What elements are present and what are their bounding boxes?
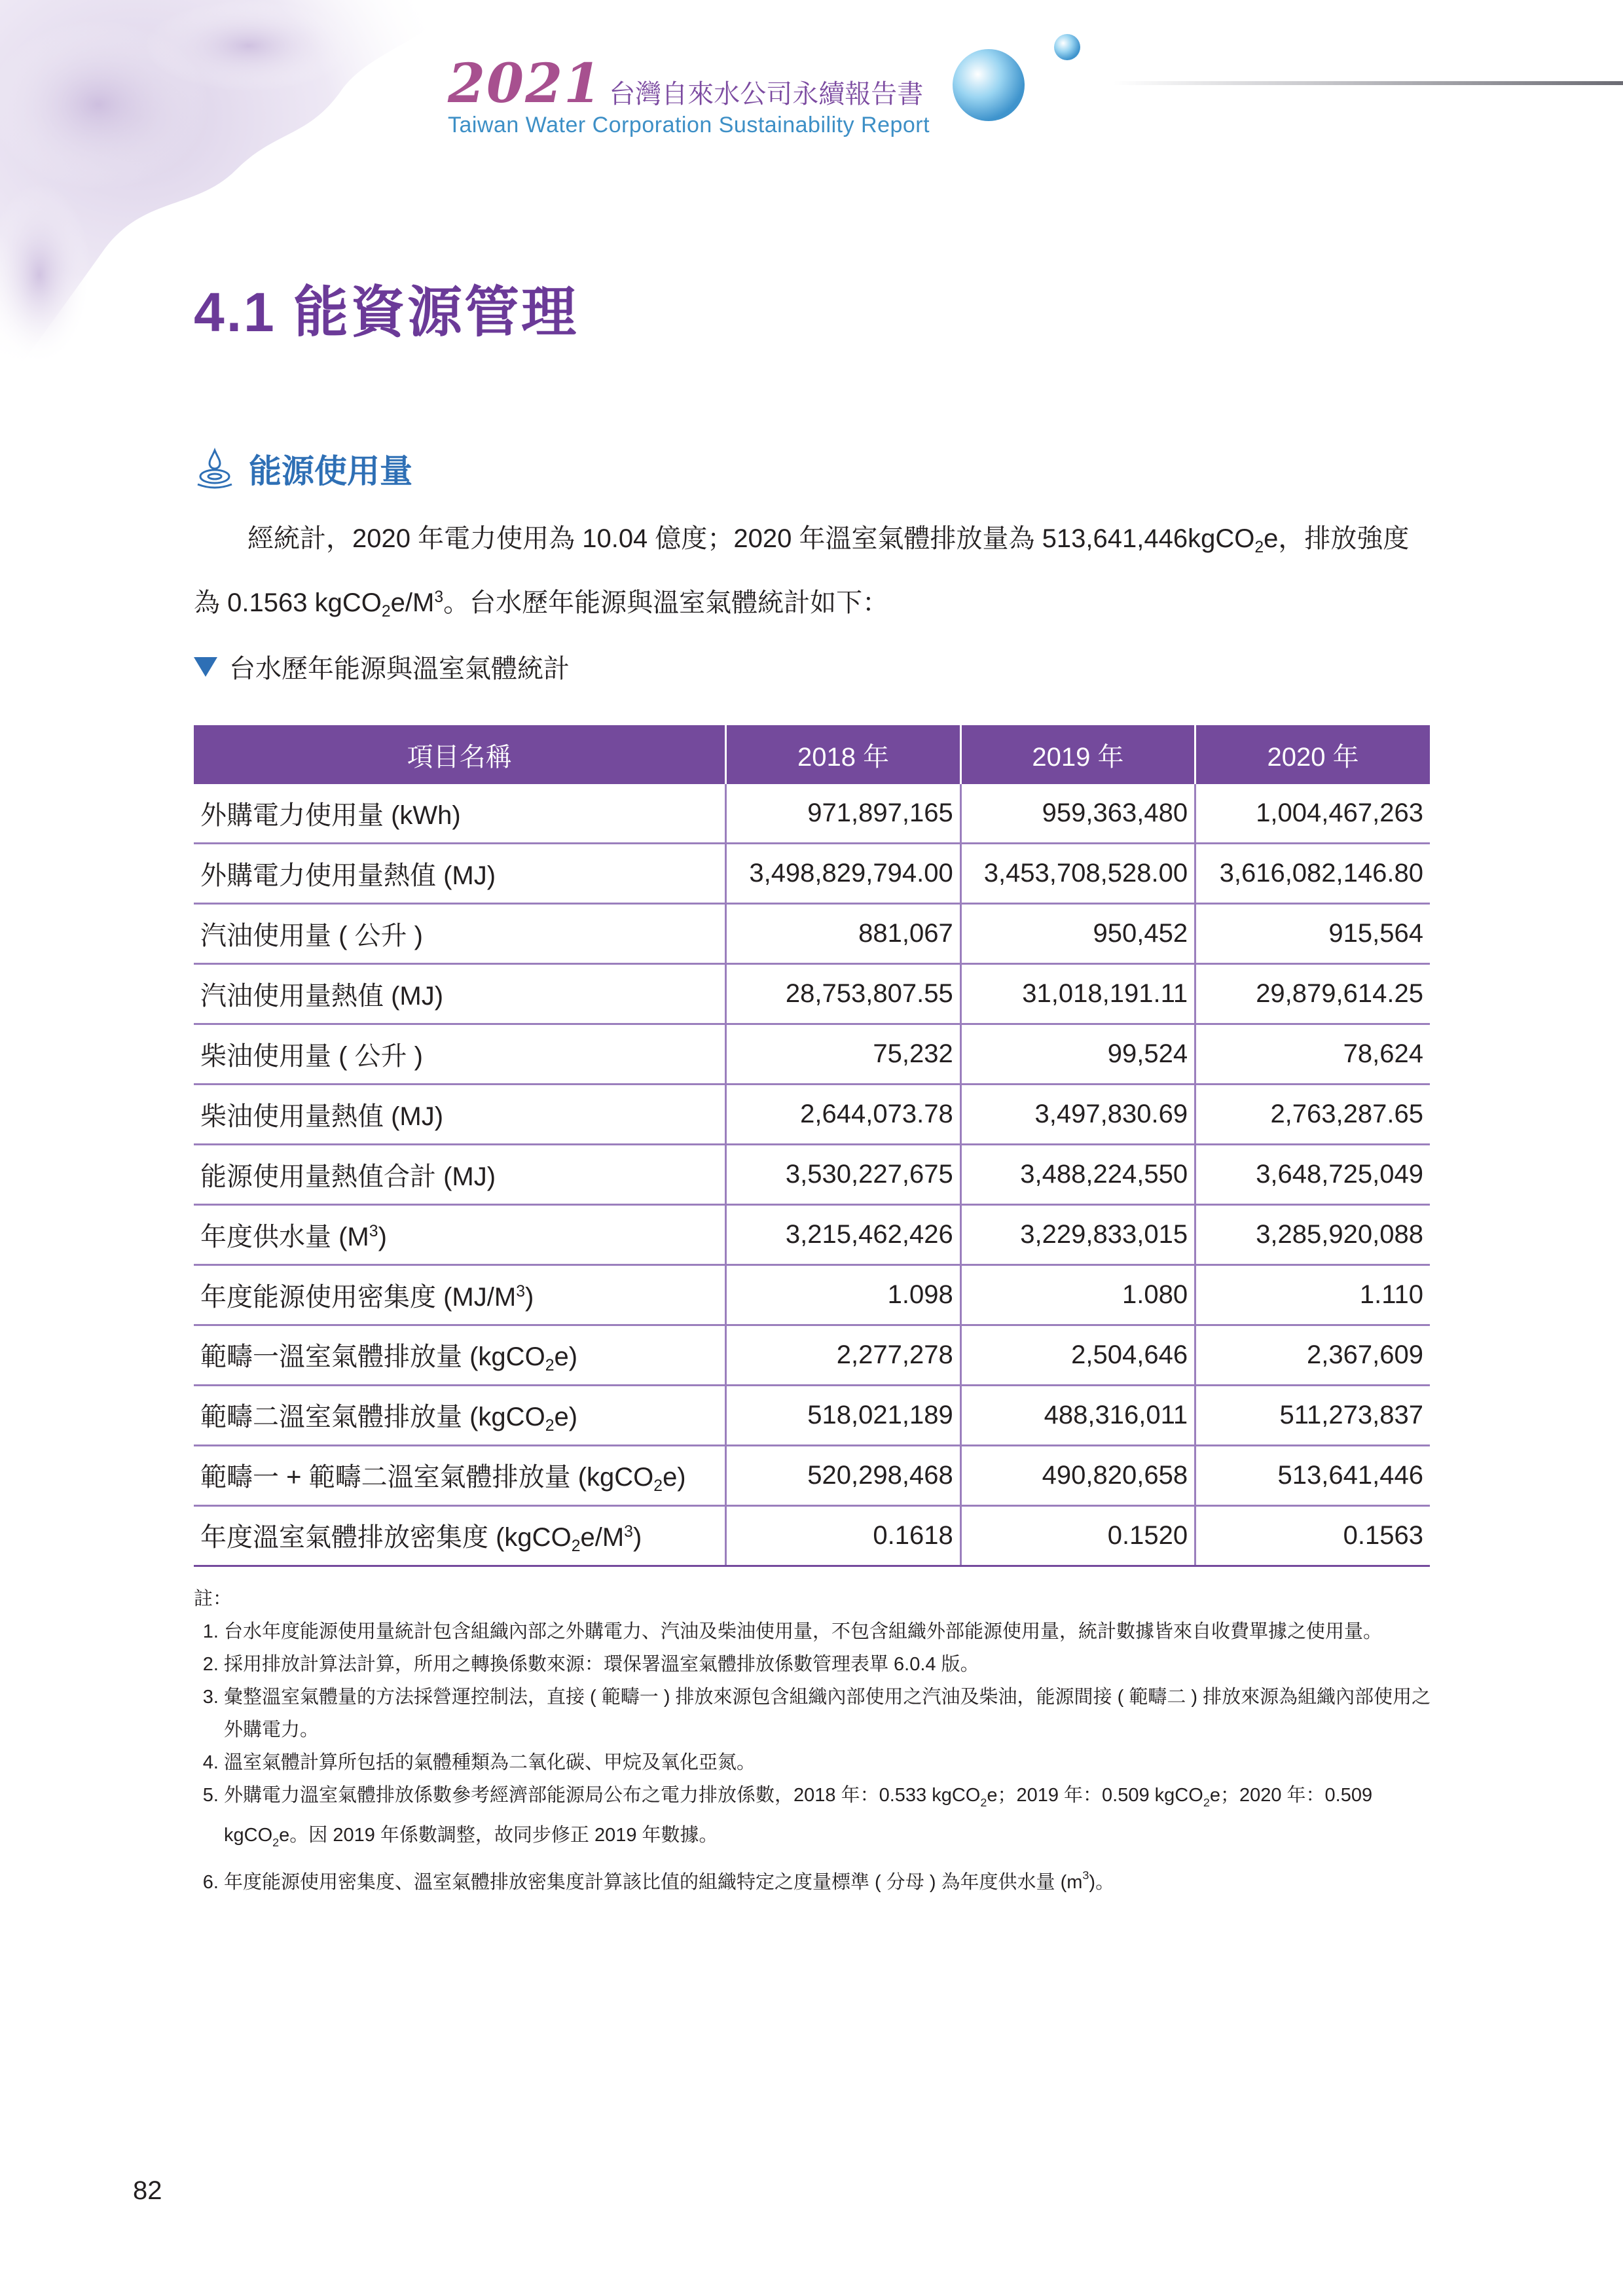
intro-text-2: e，排放強度為 0.1563 kgCO xyxy=(194,524,1410,617)
row-label-sub: 2 xyxy=(545,1416,555,1435)
cell-2018: 518,021,189 xyxy=(726,1386,960,1446)
intro-paragraph xyxy=(194,514,1431,637)
triangle-down-icon xyxy=(194,657,217,677)
row-label: 汽油使用量 ( 公升 ) xyxy=(194,904,726,964)
table-row xyxy=(194,964,1430,1024)
cell-2018: 971,897,165 xyxy=(726,784,960,844)
table-row xyxy=(194,1446,1430,1506)
notes-label: 註： xyxy=(194,1588,232,1609)
row-label-text: 年度供水量 (M xyxy=(200,1223,369,1251)
cell-2019: 0.1520 xyxy=(960,1506,1195,1566)
row-label xyxy=(194,1325,726,1386)
intro-text-4: 。台水歷年能源與溫室氣體統計如下： xyxy=(443,588,889,617)
cell-2019: 99,524 xyxy=(960,1024,1195,1085)
cell-2018: 520,298,468 xyxy=(726,1446,960,1506)
table-row xyxy=(194,1085,1430,1145)
table-row xyxy=(194,844,1430,904)
watercolor-decoration xyxy=(0,0,498,419)
row-label-text: ) xyxy=(378,1223,387,1251)
note-item xyxy=(224,1859,1438,1899)
note-text: e；2020 年：0.509 kgCO xyxy=(224,1785,1373,1846)
note-item: 2. 採用排放計算法計算，所用之轉換係數來源：環保署溫室氣體排放係數管理表單 6.0.4 版。 xyxy=(224,1648,1438,1681)
cell-2018: 1.098 xyxy=(726,1265,960,1325)
column-header: 2018 年 xyxy=(726,725,960,784)
row-label-text: e) xyxy=(554,1402,578,1431)
cell-2020: 513,641,446 xyxy=(1195,1446,1430,1506)
column-header: 2020 年 xyxy=(1195,725,1430,784)
row-label: 外購電力使用量 (kWh) xyxy=(194,784,726,844)
row-label xyxy=(194,1506,726,1566)
cell-2020: 29,879,614.25 xyxy=(1195,964,1430,1024)
cell-2018: 28,753,807.55 xyxy=(726,964,960,1024)
page-number: 82 xyxy=(133,2176,162,2205)
cell-2020: 3,285,920,088 xyxy=(1195,1205,1430,1265)
column-header: 項目名稱 xyxy=(194,725,726,784)
row-label-text: 年度能源使用密集度 (MJ/M xyxy=(200,1283,517,1312)
table-row xyxy=(194,1024,1430,1085)
cell-2019: 959,363,480 xyxy=(960,784,1195,844)
intro-text-3: e/M xyxy=(390,588,435,617)
row-label: 柴油使用量 ( 公升 ) xyxy=(194,1024,726,1085)
note-sub: 2 xyxy=(272,1836,280,1849)
table-row xyxy=(194,1506,1430,1566)
cell-2019: 1.080 xyxy=(960,1265,1195,1325)
row-label xyxy=(194,1205,726,1265)
report-title-en: Taiwan Water Corporation Sustainability Report xyxy=(448,113,930,137)
report-header xyxy=(448,52,945,138)
cell-2020: 1,004,467,263 xyxy=(1195,784,1430,844)
table-caption xyxy=(194,648,570,685)
note-sub: 2 xyxy=(1203,1796,1210,1809)
cell-2018: 3,215,462,426 xyxy=(726,1205,960,1265)
row-label-text: 範疇二溫室氣體排放量 (kgCO xyxy=(200,1402,545,1431)
row-label-text: 年度溫室氣體排放密集度 (kgCO xyxy=(200,1522,572,1552)
intro-sub: 2 xyxy=(381,603,391,620)
table-row xyxy=(194,1265,1430,1325)
cell-2018: 2,277,278 xyxy=(726,1325,960,1386)
cell-2019: 488,316,011 xyxy=(960,1386,1195,1446)
table-header-row xyxy=(194,725,1430,784)
cell-2019: 3,488,224,550 xyxy=(960,1145,1195,1205)
cell-2018: 3,498,829,794.00 xyxy=(726,844,960,904)
subsection-heading xyxy=(194,445,412,492)
cell-2019: 490,820,658 xyxy=(960,1446,1195,1506)
row-label-sub: 2 xyxy=(653,1477,663,1495)
row-label-text: e/M xyxy=(580,1522,625,1552)
row-label-text: ) xyxy=(632,1522,642,1552)
row-label-text: 範疇一溫室氣體排放量 (kgCO xyxy=(200,1342,545,1371)
cell-2019: 2,504,646 xyxy=(960,1325,1195,1386)
row-label-text: 範疇一 + 範疇二溫室氣體排放量 (kgCO xyxy=(200,1462,654,1492)
report-title-zh: 台灣自來水公司永續報告書 xyxy=(609,80,924,109)
cell-2020: 2,367,609 xyxy=(1195,1325,1430,1386)
energy-table xyxy=(194,725,1430,1567)
row-label-sub: 2 xyxy=(545,1356,555,1374)
row-label-sub: 2 xyxy=(571,1537,581,1555)
cell-2020: 511,273,837 xyxy=(1195,1386,1430,1446)
cell-2018: 2,644,073.78 xyxy=(726,1085,960,1145)
intro-sub: 2 xyxy=(1254,539,1264,556)
note-text: )。 xyxy=(1089,1872,1115,1893)
notes xyxy=(194,1583,1438,1899)
table-row xyxy=(194,1145,1430,1205)
water-drop-icon xyxy=(194,448,236,490)
column-header: 2019 年 xyxy=(960,725,1195,784)
row-label-text: e) xyxy=(663,1462,686,1492)
cell-2020: 2,763,287.65 xyxy=(1195,1085,1430,1145)
row-label-sup: 3 xyxy=(624,1522,633,1541)
note-item: 4. 溫室氣體計算所包括的氣體種類為二氧化碳、甲烷及氧化亞氮。 xyxy=(224,1746,1438,1779)
row-label: 能源使用量熱值合計 (MJ) xyxy=(194,1145,726,1205)
note-text: e。因 2019 年係數調整，故同步修正 2019 年數據。 xyxy=(279,1825,718,1846)
table-row xyxy=(194,1205,1430,1265)
intro-sup: 3 xyxy=(434,588,444,606)
header-decoration xyxy=(917,20,1623,151)
cell-2020: 915,564 xyxy=(1195,904,1430,964)
row-label-text: ) xyxy=(524,1283,534,1312)
note-text: e；2019 年：0.509 kgCO xyxy=(987,1785,1203,1806)
cell-2018: 881,067 xyxy=(726,904,960,964)
table-caption-text: 台水歷年能源與溫室氣體統計 xyxy=(229,655,570,683)
note-text: 年度能源使用密集度、溫室氣體排放密集度計算該比值的組織特定之度量標準 ( 分母 ) 為年度供水量 (m xyxy=(224,1872,1083,1893)
row-label xyxy=(194,1265,726,1325)
note-item: 1. 台水年度能源使用量統計包含組織內部之外購電力、汽油及柴油使用量，不包含組織外部能源使用量，統計數據皆來自收費單據之使用量。 xyxy=(224,1615,1438,1648)
table-row xyxy=(194,784,1430,844)
report-year: 2021 xyxy=(448,52,603,115)
cell-2020: 0.1563 xyxy=(1195,1506,1430,1566)
row-label-sup: 3 xyxy=(516,1283,525,1300)
cell-2018: 3,530,227,675 xyxy=(726,1145,960,1205)
intro-text-1: 經統計，2020 年電力使用為 10.04 億度；2020 年溫室氣體排放量為 513,641,446kgCO xyxy=(247,524,1255,553)
cell-2019: 31,018,191.11 xyxy=(960,964,1195,1024)
table-row xyxy=(194,904,1430,964)
cell-2020: 3,648,725,049 xyxy=(1195,1145,1430,1205)
row-label-text: e) xyxy=(554,1342,578,1371)
notes-list xyxy=(194,1615,1438,1899)
cell-2020: 1.110 xyxy=(1195,1265,1430,1325)
cell-2019: 950,452 xyxy=(960,904,1195,964)
cell-2018: 75,232 xyxy=(726,1024,960,1085)
cell-2018: 0.1618 xyxy=(726,1506,960,1566)
note-sub: 2 xyxy=(980,1796,987,1809)
row-label-sup: 3 xyxy=(369,1223,378,1240)
note-text: 外購電力溫室氣體排放係數參考經濟部能源局公布之電力排放係數，2018 年：0.533 kgCO xyxy=(224,1785,981,1806)
section-name: 能資源管理 xyxy=(293,281,579,343)
table-row xyxy=(194,1386,1430,1446)
note-item xyxy=(224,1779,1438,1859)
cell-2019: 3,453,708,528.00 xyxy=(960,844,1195,904)
row-label xyxy=(194,1446,726,1506)
table-row xyxy=(194,1325,1430,1386)
cell-2020: 3,616,082,146.80 xyxy=(1195,844,1430,904)
note-sup: 3 xyxy=(1082,1869,1089,1882)
cell-2019: 3,229,833,015 xyxy=(960,1205,1195,1265)
row-label: 外購電力使用量熱值 (MJ) xyxy=(194,844,726,904)
section-title xyxy=(194,268,578,348)
row-label xyxy=(194,1386,726,1446)
row-label: 汽油使用量熱值 (MJ) xyxy=(194,964,726,1024)
note-item: 3. 彙整溫室氣體量的方法採營運控制法，直接 ( 範疇一 ) 排放來源包含組織內部使用之汽油及柴油，能源間接 ( 範疇二 ) 排放來源為組織內部使用之外購電力。 xyxy=(224,1681,1438,1746)
cell-2019: 3,497,830.69 xyxy=(960,1085,1195,1145)
row-label: 柴油使用量熱值 (MJ) xyxy=(194,1085,726,1145)
section-number: 4.1 xyxy=(194,281,276,343)
subsection-title: 能源使用量 xyxy=(249,453,412,490)
cell-2020: 78,624 xyxy=(1195,1024,1430,1085)
